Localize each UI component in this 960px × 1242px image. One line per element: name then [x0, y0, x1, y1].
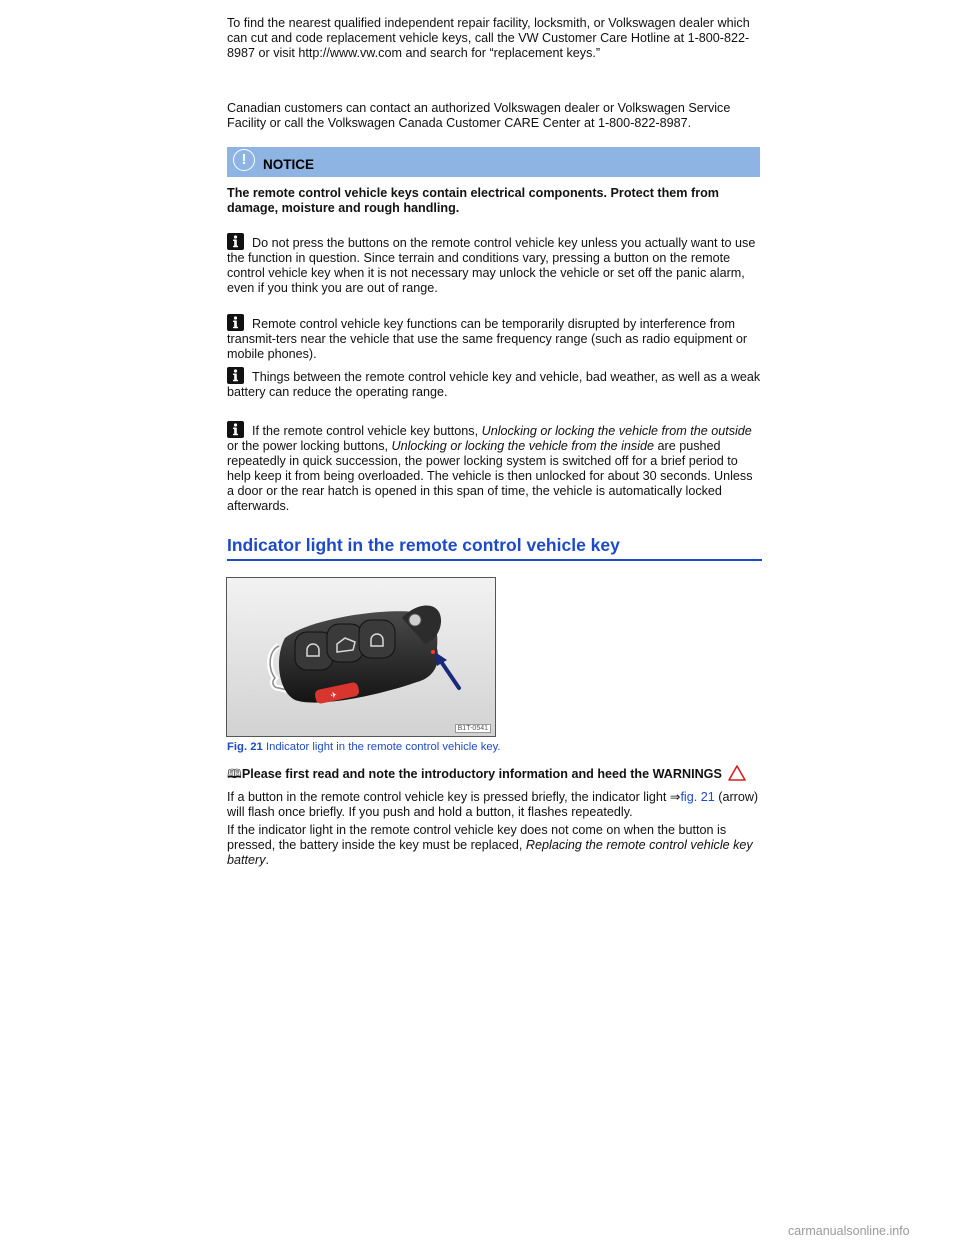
cross-reference-outside[interactable]: Unlocking or locking the vehicle from the outside [481, 424, 752, 438]
intro-paragraph-2: Canadian customers can contact an authorized Volkswagen dealer or Volkswagen Service Facility or call the Volkswagen Canada Customer CARE Center at 1-800-822-8987. [227, 101, 731, 130]
warning-triangle-icon[interactable] [728, 765, 746, 781]
figure-caption [227, 741, 501, 753]
info-note-3 [227, 367, 762, 400]
cross-reference-inside[interactable]: Unlocking or locking the vehicle from the inside [391, 439, 655, 453]
caption-number: Fig. 21 [227, 741, 263, 753]
body-text: . [265, 853, 270, 867]
info-icon [227, 314, 244, 331]
body-paragraph-2 [227, 823, 762, 868]
cross-reference-battery[interactable]: Replacing the remote control vehicle key battery [227, 838, 753, 867]
svg-text:✈: ✈ [329, 690, 338, 701]
info-note-text: If the remote control vehicle key buttons, [252, 424, 482, 438]
figure-code: B1T-0541 [455, 724, 491, 733]
info-note-text: or the power locking buttons, [227, 439, 392, 453]
site-watermark: carmanualsonline.info [788, 1224, 910, 1238]
info-icon [227, 367, 244, 384]
intro-paragraph-1: To find the nearest qualified independent repair facility, locksmith, or Volkswagen dealer which can cut and code replacement vehicle keys, call the VW Customer Care Hotline at 1-800-822-8987 or visit http://www.vw.com and search for “replacement keys.” [227, 16, 750, 60]
book-icon: 🕮 [227, 767, 242, 781]
figure-link[interactable]: fig. 21 [680, 790, 715, 804]
body-paragraph-1 [227, 790, 762, 820]
info-note-2 [227, 314, 762, 362]
exclamation-icon: ! [233, 149, 255, 171]
notice-text: The remote control vehicle keys contain electrical components. Protect them from damage, moisture and rough handling. [227, 186, 719, 215]
body-text: (arrow) will flash once briefly. If you push and hold a button, it flashes repeatedly. [227, 790, 759, 819]
read-first-line [227, 765, 762, 782]
body-text: If a button in the remote control vehicle key is pressed briefly, the indicator light ⇒ [227, 790, 681, 804]
info-icon [227, 421, 244, 438]
notice-banner [227, 147, 760, 177]
info-icon [227, 233, 244, 250]
info-note-4 [227, 421, 762, 514]
caption-text: Indicator light in the remote control vehicle key. [265, 741, 501, 753]
figure-remote-key [226, 577, 496, 737]
info-note-text: are pushed repeatedly in quick succession, the power locking system is switched off for a brief period to help keep it from being overloaded. The vehicle is then unlocked for about 30 seconds. Unless a door or the rear hatch is opened in this span of time, the vehicle is automatically locked afterwards. [227, 439, 753, 513]
remote-key-illustration [227, 578, 495, 736]
notice-label: NOTICE [263, 157, 315, 172]
info-note-1 [227, 233, 762, 296]
body-text: If the indicator light in the remote control vehicle key does not come on when the button is pressed, the battery inside the key must be replaced, [227, 823, 727, 852]
info-note-text: Remote control vehicle key functions can be temporarily disrupted by interference from transmit-ters near the vehicle that use the same frequency range (such as radio equipment or mobile phones). [227, 317, 748, 361]
info-note-text: Things between the remote control vehicle key and vehicle, bad weather, as well as a weak battery can reduce the operating range. [227, 370, 761, 399]
section-heading: Indicator light in the remote control vehicle key [227, 535, 762, 561]
read-first-text[interactable]: Please first read and note the introductory information and heed the WARNINGS [241, 767, 722, 781]
info-note-text: Do not press the buttons on the remote control vehicle key unless you actually want to use the function in question. Since terrain and conditions vary, pressing a button on the remote control vehicle key when it is not necessary may unlock the vehicle or set off the panic alarm, even if you think you are out of range. [227, 236, 756, 295]
